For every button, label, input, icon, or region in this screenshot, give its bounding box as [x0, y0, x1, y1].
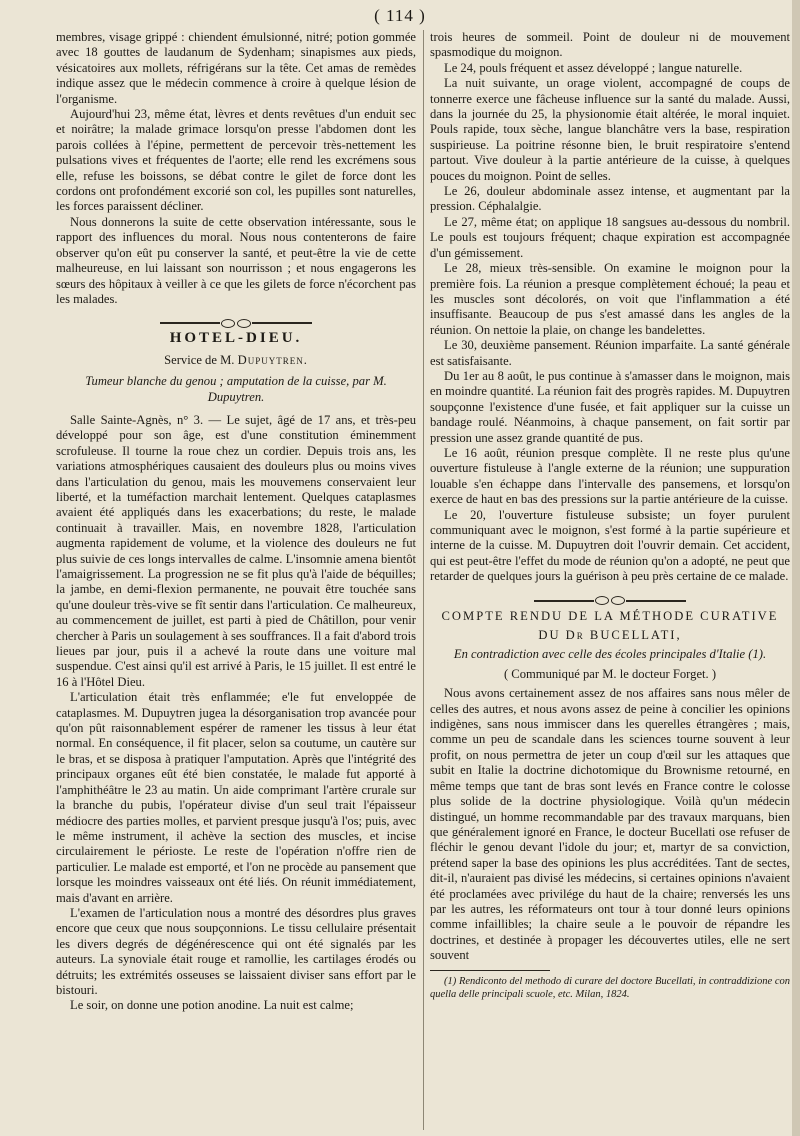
paragraph: Du 1er au 8 août, le pus continue à s'amasser dans le moignon, mais en moindre quantité. La réunion fait des progrès rapides. M. Dupuytren soupçonne l'existence d'une fusée, et fait appliquer sur la cuisse un bandage roulé. Néanmoins, à chaque pansement, on fait sortir par pression une assez grande quantité de pus. — [430, 368, 790, 445]
service-prefix: Service de M. — [164, 352, 235, 367]
section-separator — [430, 593, 790, 603]
page-number: ( 114 ) — [374, 6, 426, 25]
paragraph: Nous donnerons la suite de cette observation intéressante, sous le rapport des influences du moral. Nous nous contenterons de faire observer qu'on eût pu conserver la santé, et peut-être la vie de cette malheureuse, en lui laissant son nourrisson ; et nous engagerons les sœurs des hôpitaux à veiller à ce que les gilets de force n'écorchent pas les malades. — [56, 214, 416, 306]
section-header: HOTEL-DIEU. — [169, 330, 303, 347]
paragraph: membres, visage grippé : chiendent émulsionné, nitré; potion gommée avec 18 gouttes de laudanum de Sydenham; sinapismes aux pieds, vésicatoires aux mollets, réfrigérans sur la tête. Cet amas de remèdes indique assez que le médecin commence à croire à quelque lésion de l'organisme. — [56, 30, 416, 106]
section-separator — [56, 315, 416, 325]
article-title: COMPTE RENDU DE LA MÉTHODE CURATIVE — [441, 608, 779, 623]
paragraph: Aujourd'hui 23, même état, lèvres et dents revêtues d'un enduit sec et noirâtre; la malade grimace lorsqu'on presse l'abdomen dont les parois collées à l'épine, permettent de percevoir très-nettement les pulsations vives et fréquentes de l'aorte; elle rend les excrémens sous elle, refuse les boissons, se débat contre le gilet de force dont les cordons ont profondément excorié son col, les pupilles sont naturelles, les forces paraissent décliner. — [56, 107, 416, 214]
column-divider — [423, 30, 424, 1130]
paragraph: Le 30, deuxième pansement. Réunion imparfaite. La santé générale est satisfaisante. — [430, 338, 790, 368]
page-edge — [792, 0, 800, 1136]
footnote-rule — [430, 970, 550, 971]
paragraph: Le 27, même état; on applique 18 sangsues au-dessous du nombril. Le pouls est toujours fréquent; chaque expiration est accompagnée d'un gémissement. — [430, 214, 790, 260]
article-title-author: DU Dr BUCELLATI, — [538, 628, 682, 643]
left-column — [56, 30, 416, 1130]
paragraph: Le 16 août, réunion presque complète. Il ne reste plus qu'une ouverture fistuleuse à l'angle externe de la réunion; une suppuration louable s'en échappe dans l'intervalle des pansemens, et lorsqu'on exerce de haut en bas des pressions sur la partie antérieure de la cuisse. — [430, 445, 790, 507]
paragraph: Le 20, l'ouverture fistuleuse subsiste; un foyer purulent communiquant avec le moignon, s'est formé à la partie supérieure et interne de la cuisse. M. Dupuytren doit l'ouvrir demain. Cet accident, qui est peut-être l'effet du mode de réunion qu'on a adopté, ne peut que retarder de quelques jours la guérison à peu près certaine de ce malade. — [430, 507, 790, 584]
paragraph: Le soir, on donne une potion anodine. La nuit est calme; — [70, 998, 354, 1013]
footnote: (1) Rendiconto del methodo di curare del doctore Bucellati, in contraddizione con quella delle principali scuole, etc. Milan, 1824. — [430, 975, 790, 1000]
case-title: Tumeur blanche du genou ; amputation de la cuisse, par M. Dupuytren. — [85, 374, 387, 404]
paragraph: Le 24, pouls fréquent et assez développé ; langue naturelle. — [444, 60, 743, 75]
paragraph: Salle Sainte-Agnès, n° 3. — Le sujet, âgé de 17 ans, et très-peu développé pour son âge, est d'une constitution éminemment scrofuleuse. Il tourne la roue chez un cordier. Depuis trois ans, les variations atmosphériques causaient des douleurs plus ou moins vives dans l'articulation du genou, mais les mouvemens conservaient leur liberté, et la tuméfaction marchait lentement. Quelques cataplasmes avaient été appliqués dans les exacerbations; du reste, le malade continuait à travailler. Mais, en novembre 1828, l'articulation augmenta rapidement de volume, et la violence des douleurs ne fut plus suivie de ces longs intervalles de calme. L'insomnie amena bientôt l'amaigrissement. La progression ne se fit plus qu'à l'aide de béquilles; la jambe, en demi-flexion permanente, ne pouvait être touchée sans qu'une douleur très-vive se fît sentir dans l'articulation. Ce malheureux, au commencement de juillet, est parti à pied de Châtillon, pour venir chercher à Paris un soulagement à ses souffrances. Il a fait d'abord trois lieues par jour, puis il a achevé la route dans une voiture mal suspendue. C'est ainsi qu'il est arrivé à Paris, le 15 juillet. Il est entré le 16 à l'Hôtel Dieu. — [56, 412, 416, 689]
article-credit: ( Communiqué par M. le docteur Forget. ) — [503, 666, 717, 681]
right-column — [430, 30, 790, 1130]
service-name: Dupuytren. — [237, 352, 308, 367]
paragraph: Le 28, mieux très-sensible. On examine le moignon pour la première fois. La réunion a presque complètement échoué; la peau et les muscles sont décolorés, on voit que l'inflammation a été insuffisante. Beaucoup de pus s'est amassé dans les angles de la réunion. On nettoie la plaie, on change les bandelettes. — [430, 261, 790, 337]
paragraph: Nous avons certainement assez de nos affaires sans nous mêler de celles des autres, et nous avons assez de peine à concilier les opinions indigènes, sans nous immiscer dans les querelles étrangères ; mais, comme un peu de scandale dans les sciences tourne souvent à leur profit, on nous permettra de jeter un coup d'œil sur les attaques que subit en Italie la doctrine dichotomique du Brownisme retourné, en même temps que tant de bras sont levés en France contre le colosse plus solide de la doctrine physiologique. Voilà qu'un médecin distingué, un homme recommandable par des travaux marquans, bien que généralement ignoré en France, le docteur Bucellati ose refuser de fléchir le genou devant l'idole du jour; et, martyr de sa conviction, prétend saper la base des opinions les plus accréditées. Tant de sectes, dit-il, n'auraient pas divisé les médecins, si certaines opinions n'avaient été proclamées avec privilége du haut de la chaire; renversés les uns par les autres, les réformateurs ont tour à tour donné leurs opinions comme infaillibles; la chaire seule a le pouvoir de répandre les doctrines, et destinée à propager les découvertes utiles, elle ne sert souvent — [430, 686, 790, 963]
article-subtitle: En contradiction avec celle des écoles principales d'Italie (1). — [453, 647, 767, 662]
paragraph: trois heures de sommeil. Point de douleur ni de mouvement spasmodique du moignon. — [430, 30, 790, 60]
paragraph: La nuit suivante, un orage violent, accompagné de coups de tonnerre exerce une fâcheuse influence sur la santé du malade. Aussi, dans la journée du 25, la physionomie était altérée, le moral inquiet. Pouls rapide, toux sèche, langue blanchâtre vers la base, respiration suspirieuse. La poitrine résonne bien, le bruit respiratoire s'entend partout. Vive douleur à la partie antérieure de la cuisse, à quelques pouces du moignon. Point de selles. — [430, 76, 790, 183]
paragraph: Le 26, douleur abdominale assez intense, et augmentant par la pression. Céphalalgie. — [430, 184, 790, 214]
service-line — [56, 353, 416, 368]
paragraph: L'examen de l'articulation nous a montré des désordres plus graves encore que ceux que nous soupçonnions. Le tissu cellulaire présentait les divers degrés de dégénérescence qui ont été signalés par les auteurs. La synoviale était rouge et ramollie, les cartilages érodés ou détruits; les extrémités osseuses se laissaient diviser sans effort par le bistouri. — [56, 905, 416, 997]
paragraph: L'articulation était très enflammée; e'le fut enveloppée de cataplasmes. M. Dupuytren jugea la désorganisation trop avancée pour qu'on pût raisonnablement espérer de ramener les tissus à leur état normal. En conséquence, il fit placer, selon sa coutume, un cautère sur le bras, et se disposa à pratiquer l'amputation. Après que l'intégrité des principaux organes eût été bien constatée, le malade fut apporté à l'amphithéâtre le 23 au matin. Un aide comprimant l'artère crurale sur la branche du pubis, l'opérateur divise d'un seul trait l'épaisseur médiocre des parties molles, et parvient presque jusqu'à l'os; puis, avec le même instrument, il achève la section des muscles, et incise circulairement le périoste. Le reste de l'opération n'offre rien de particulier. Le malade est emporté, et l'on ne procède au pansement que lorsque les moindres vaisseaux ont été liés. On réunit immédiatement, mais d'avant en arrière. — [56, 690, 416, 905]
